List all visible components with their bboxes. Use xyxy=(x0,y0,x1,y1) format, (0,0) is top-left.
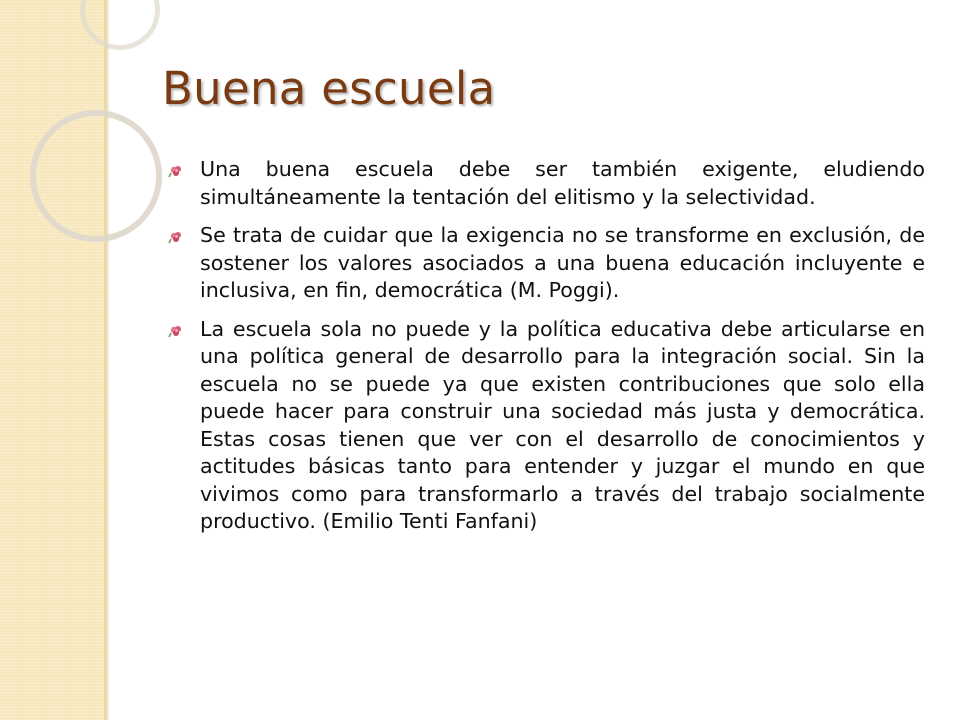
bullet-text: Una buena escuela debe ser también exigente, eludiendo simultáneamente la tentación del elitismo y la selectividad. xyxy=(200,157,925,209)
flower-bullet-icon xyxy=(168,164,183,178)
side-band-edge-shadow xyxy=(107,0,109,720)
flower-bullet-icon xyxy=(168,324,183,338)
bullet-text: La escuela sola no puede y la política educativa debe articularse en una política general de desarrollo para la integración social. Sin la escuela no se puede ya que existen contribuciones que solo ella puede hacer para construir una sociedad más justa y democrática. Estas cosas tienen que ver con el desarrollo de conocimientos y actitudes básicas tanto para entender y juzgar el mundo en que vivimos como para transformarlo a través del trabajo socialmente productivo. (Emilio Tenti Fanfani) xyxy=(200,316,925,533)
bullet-list xyxy=(168,156,925,547)
decorative-side-band xyxy=(0,0,104,720)
decorative-ring xyxy=(30,110,162,242)
bullet-item xyxy=(168,156,925,211)
flower-bullet-icon xyxy=(168,230,183,244)
bullet-text: Se trata de cuidar que la exigencia no se transforme en exclusión, de sostener los valores asociados a una buena educación incluyente e inclusiva, en fin, democrática (M. Poggi). xyxy=(200,223,925,302)
slide-title: Buena escuela xyxy=(162,62,496,115)
bullet-item xyxy=(168,316,925,536)
bullet-item xyxy=(168,222,925,305)
